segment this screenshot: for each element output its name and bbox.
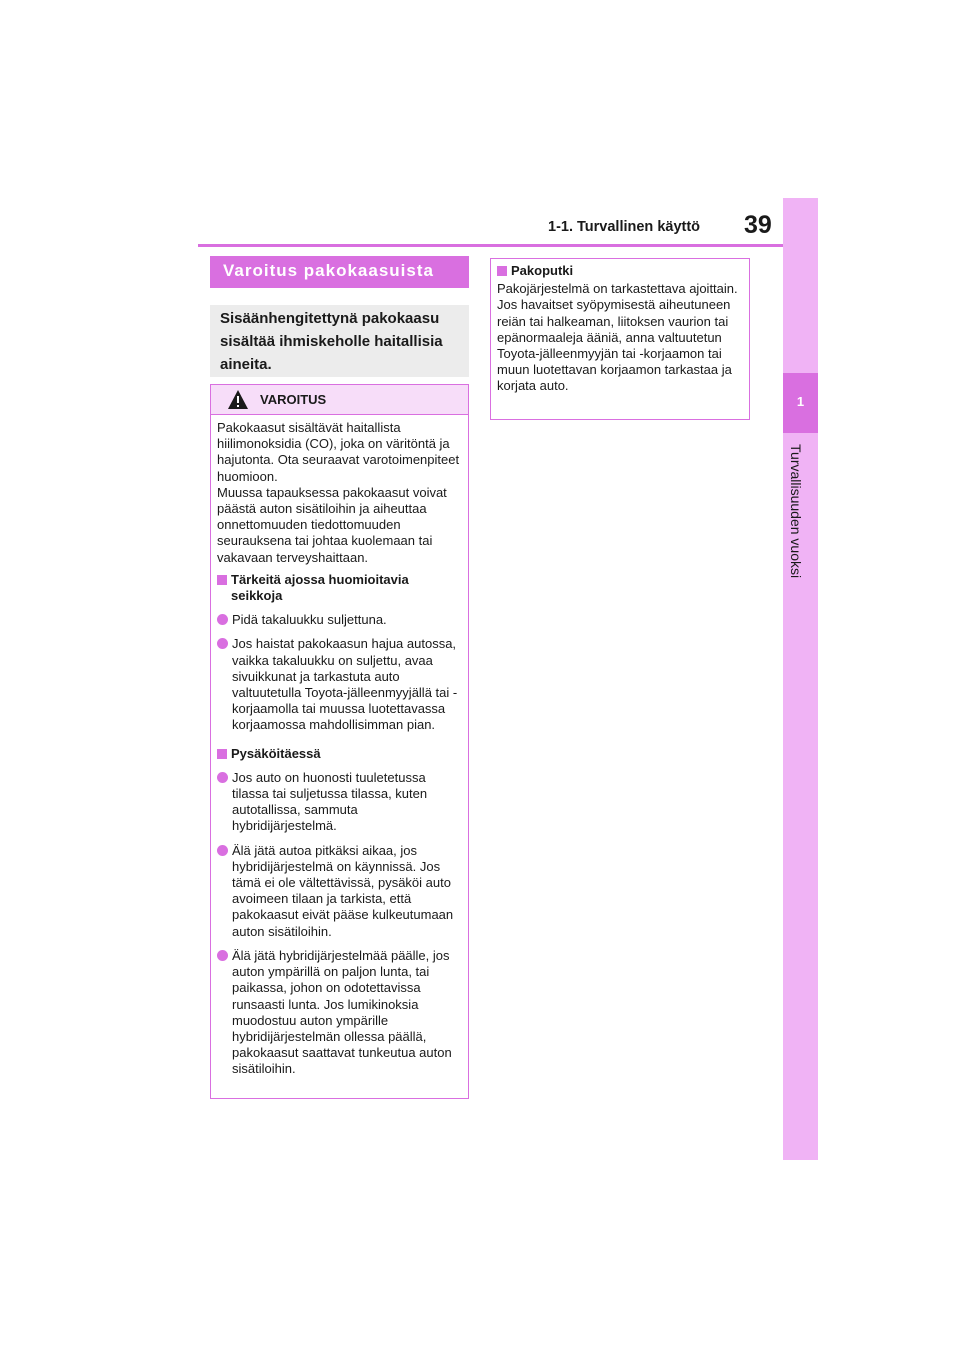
warning-intro-2: Muussa tapauksessa pakokaasut voivat päästä auton sisätiloihin ja aiheuttaa onnettomuuden tiedottomuuden seurauksena tai johtaa kuolemaan tai vakavaan terveyshaittaan. [217,484,447,565]
section-label: 1-1. Turvallinen käyttö [548,219,701,235]
subhead-text: Pysäköitäessä [231,745,321,761]
list-item [217,770,463,835]
warning-header [211,385,468,415]
list-item-text: Pidä takaluukku suljettuna. [232,612,387,628]
subhead-text: Tärkeitä ajossa huomioitavia seikkoja [231,571,409,604]
note-body [497,263,743,395]
list-item-text: Jos haistat pakokaasun hajua autossa, vaikka takaluukku on suljettu, avaa sivuikkunat ja tarkastuta auto valtuutetulla Toyota-jälleenmyyjällä tai -korjaamolla tai muussa luotettavassa korjaamossa mahdollisimman pian. [232,636,458,733]
list-item-text: Älä jätä autoa pitkäksi aikaa, jos hybridijärjestelmä on käynnissä. Jos tämä ei ole vältettävissä, pysäköi auto avoimeen tilaan ja tarkista, että pakokaasut eivät pääse kulkeutumaan auton sisätiloihin. [232,842,454,939]
chapter-title: Turvallisuuden vuoksi [788,444,804,579]
list-item [217,636,463,733]
chapter-number: 1 [796,394,805,409]
warning-box [210,384,469,1099]
summary-text: Sisäänhengitettynä pakokaasu sisältää ihmiskeholle haitallisia aineita. [220,310,443,373]
round-bullet-icon [217,614,228,625]
list-item [217,612,463,628]
square-bullet-icon [217,749,227,759]
list-item-text: Jos auto on huonosti tuuletetussa tilassa tai suljetussa tilassa, kuten autotallissa, sammuta hybridijärjestelmä. [232,769,428,834]
header-divider [198,244,783,247]
page-number: 39 [744,211,772,239]
list-item [217,843,463,940]
round-bullet-icon [217,772,228,783]
round-bullet-icon [217,638,228,649]
warning-title: VAROITUS [260,392,327,407]
list-item-text: Älä jätä hybridijärjestelmää päälle, jos auton ympärillä on paljon lunta, tai paikassa, johon on odotettavissa runsaasti lunta. Jos lumikinoksia muodostuu auton ympärille hybridijärjestelmän ollessa päällä, pakokaasut saattavat tunkeutua auton sisätiloihin. [232,947,452,1077]
square-bullet-icon [217,575,227,585]
section-banner-title: Varoitus pakokaasuista [223,261,434,280]
exhaust-pipe-note [490,258,750,420]
subhead-text: Pakoputki [511,263,574,278]
list-item [217,948,463,1078]
summary-box [210,305,469,377]
section-banner [210,256,469,288]
round-bullet-icon [217,950,228,961]
warning-triangle-icon [227,389,249,411]
warning-subhead-driving [217,572,463,604]
square-bullet-icon [497,266,507,276]
warning-subhead-parking [217,746,463,762]
round-bullet-icon [217,845,228,856]
note-subhead [497,263,743,279]
chapter-side-tab [783,198,818,1160]
note-text: Pakojärjestelmä on tarkastettava ajoittain. Jos havaitset syöpymisestä aiheutuneen reiän tai halkeaman, liitoksen vaurion tai epänormaaleja ääniä, anna valtuutetun Toyota-jälleenmyyjän tai -korjaamon tai muun luotettavan korjaamon tarkastaa ja korjata auto. [497,281,738,394]
warning-intro-1: Pakokaasut sisältävät haitallista hiilimonoksidia (CO), joka on väritöntä ja hajutonta. Ota seuraavat varotoimenpiteet huomioon. [217,420,460,484]
warning-body [217,420,463,1078]
